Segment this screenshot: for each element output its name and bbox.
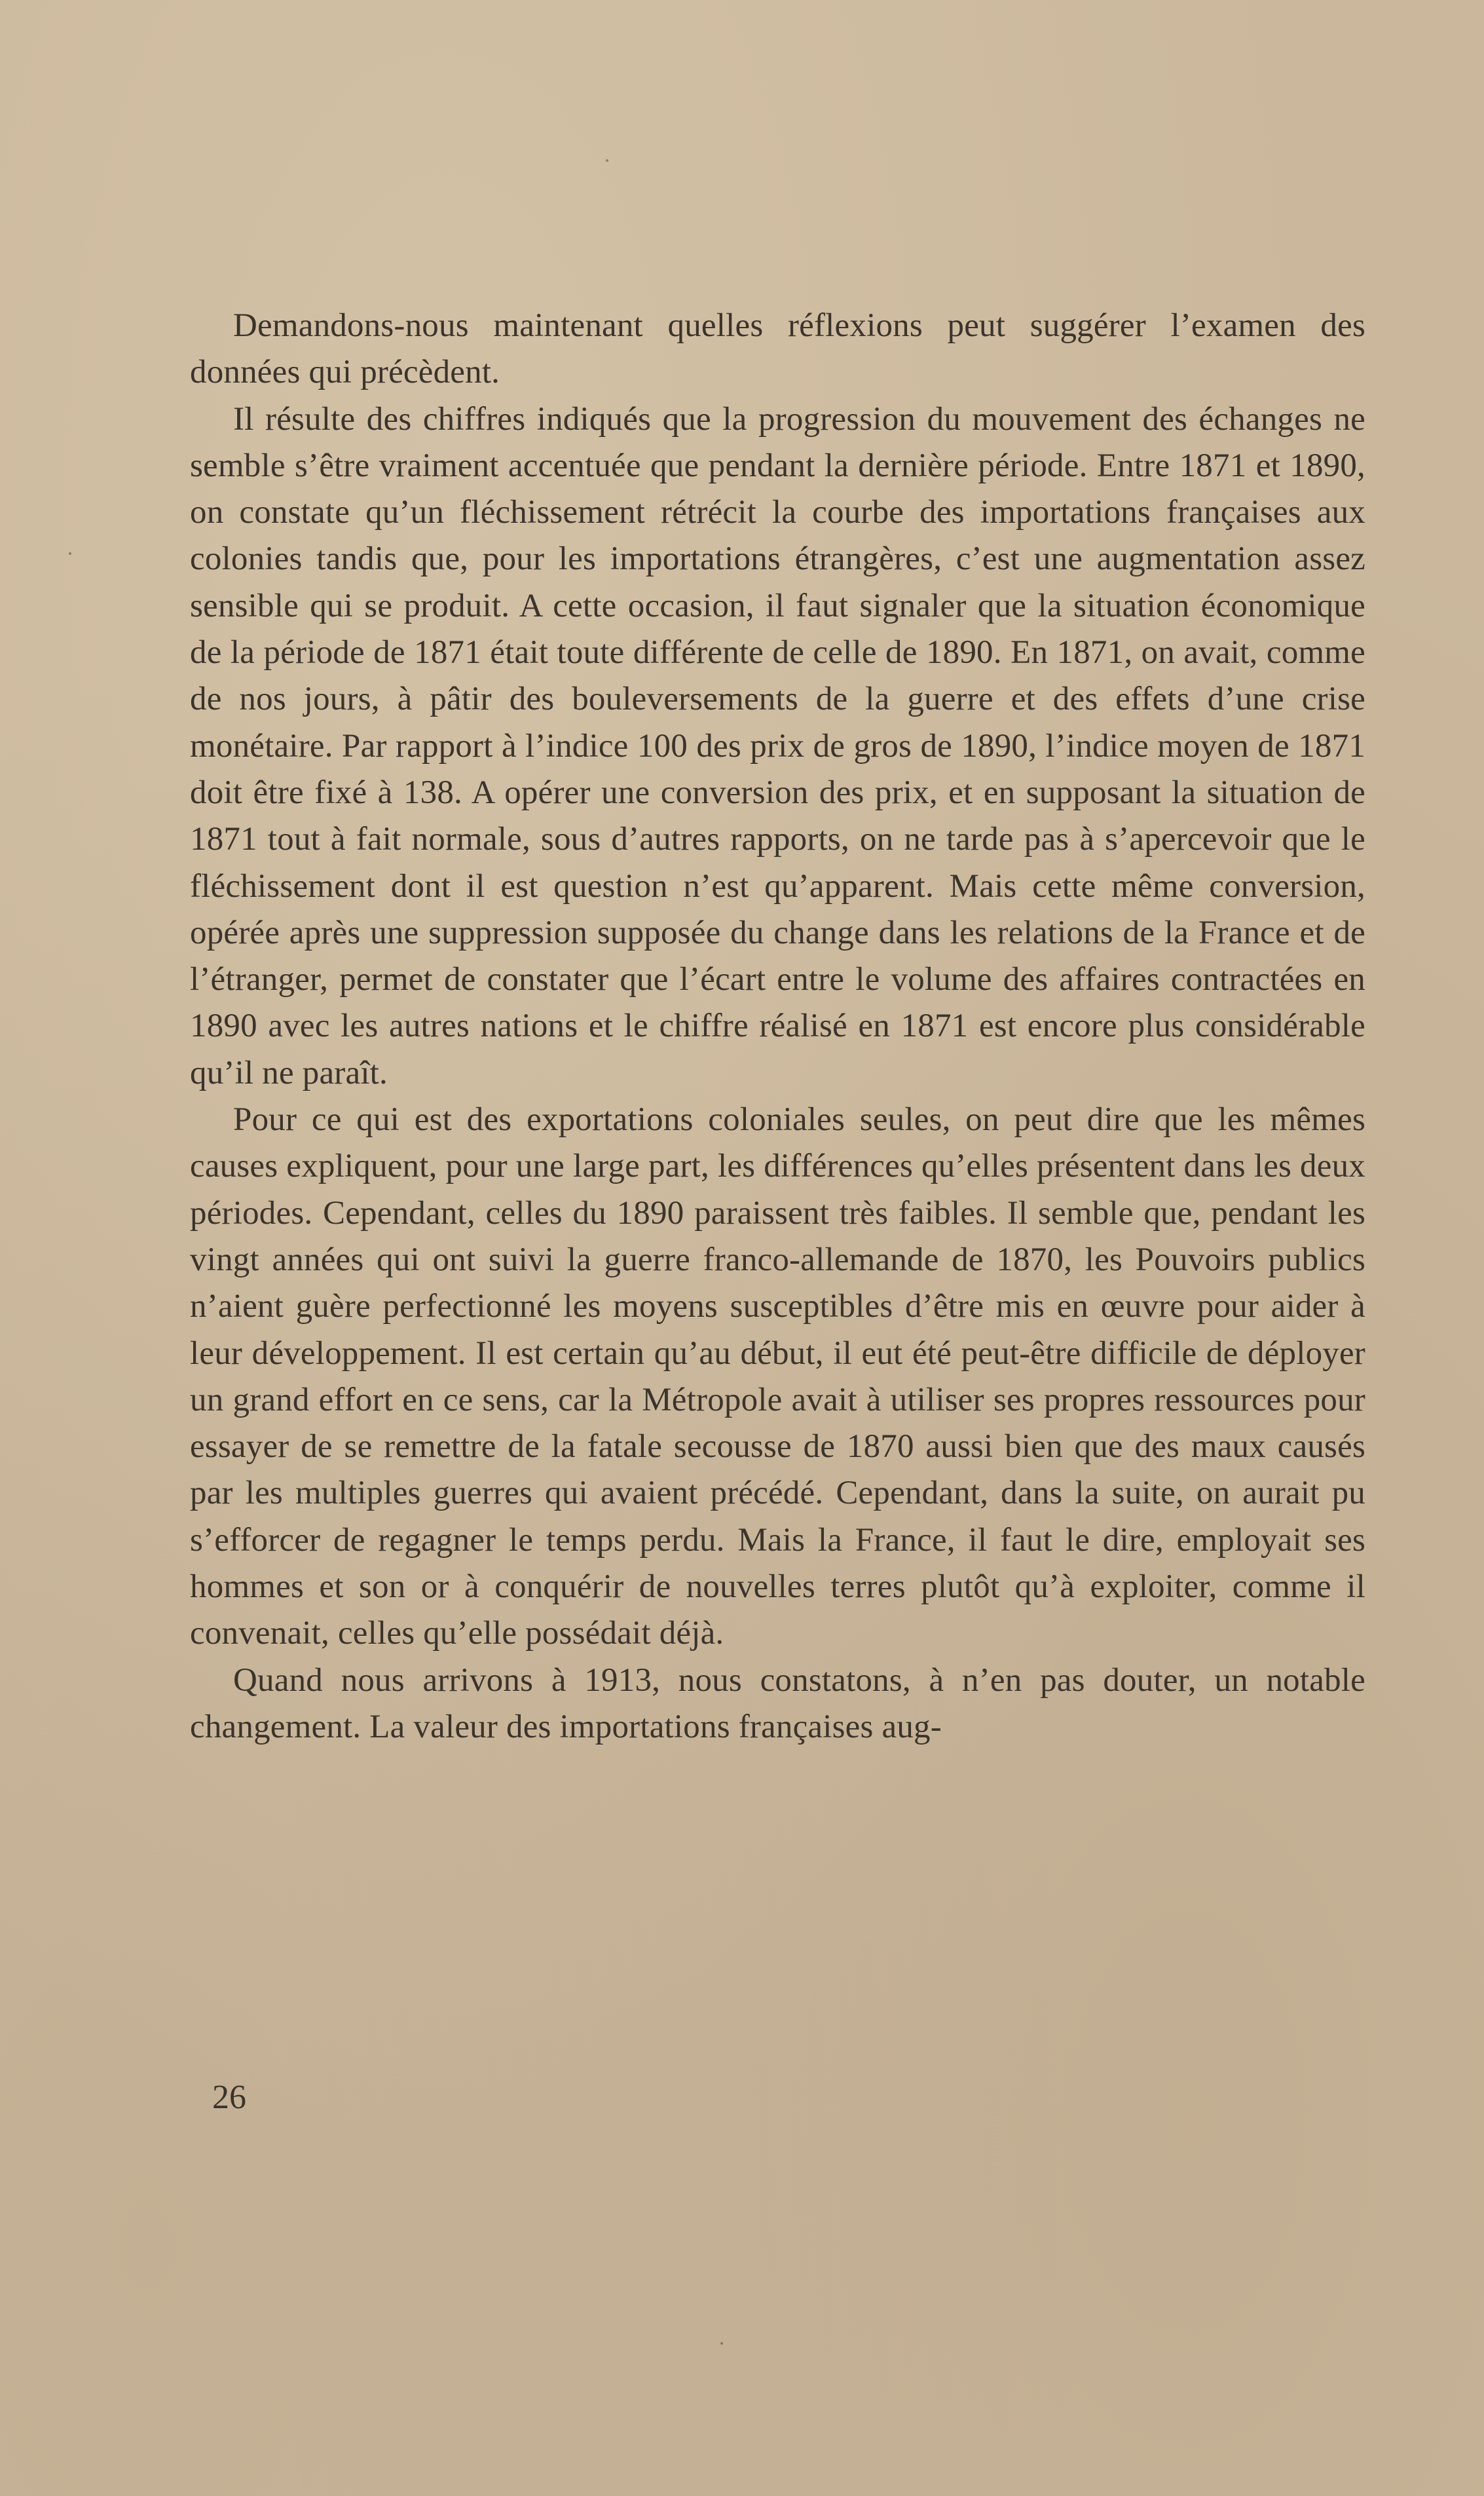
page-number: 26 <box>212 2079 246 2116</box>
paragraph: Quand nous arrivons à 1913, nous constatons, à n’en pas douter, un notable changement. La valeur des importations françaises aug- <box>190 1661 1365 1745</box>
paragraph: Il résulte des chiffres indiqués que la progression du mouvement des échanges ne semble s’être vraiment accentuée que pendant la dernière période. Entre 1871 et 1890, on constate qu’un fléchissement rétrécit la courbe des importations françaises aux colonies tandis que, pour les importations étrangères, c’est une augmentation assez sensible qui se produit. A cette occasion, il faut signaler que la situation économique de la période de 1871 était toute différente de celle de 1890. En 1871, on avait, comme de nos jours, à pâtir des bouleversements de la guerre et des effets d’une crise monétaire. Par rapport à l’indice 100 des prix de gros de 1890, l’indice moyen de 1871 doit être fixé à 138. A opérer une conversion des prix, et en supposant la situation de 1871 tout à fait normale, sous d’autres rapports, on ne tarde pas à s’apercevoir que le fléchissement dont il est question n’est qu’apparent. Mais cette même conversion, opérée après une suppression supposée du change dans les relations de la France et de l’étranger, permet de constater que l’écart entre le volume des affaires contractées en 1890 avec les autres nations et le chiffre réalisé en 1871 est encore plus considérable qu’il ne paraît. <box>190 400 1365 1091</box>
body-text <box>190 303 1365 1750</box>
paper-speck <box>720 2342 723 2345</box>
paper-speck <box>606 159 608 162</box>
paragraph: Demandons-nous maintenant quelles réflexions peut suggérer l’examen des données qui précèdent. <box>190 307 1365 391</box>
paragraph: Pour ce qui est des exportations coloniales seules, on peut dire que les mêmes causes expliquent, pour une large part, les différences qu’elles présentent dans les deux périodes. Cependant, celles du 1890 paraissent très faibles. Il semble que, pendant les vingt années qui ont suivi la guerre franco-allemande de 1870, les Pouvoirs publics n’aient guère perfectionné les moyens susceptibles d’être mis en œuvre pour aider à leur développement. Il est certain qu’au début, il eut été peut-être difficile de déployer un grand effort en ce sens, car la Métropole avait à utiliser ses propres ressources pour essayer de se remettre de la fatale secousse de 1870 aussi bien que des maux causés par les multiples guerres qui avaient précédé. Cependant, dans la suite, on aurait pu s’efforcer de regagner le temps perdu. Mais la France, il faut le dire, employait ses hommes et son or à conquérir de nouvelles terres plutôt qu’à exploiter, comme il convenait, celles qu’elle possédait déjà. <box>190 1101 1365 1652</box>
paper-speck <box>69 552 71 555</box>
